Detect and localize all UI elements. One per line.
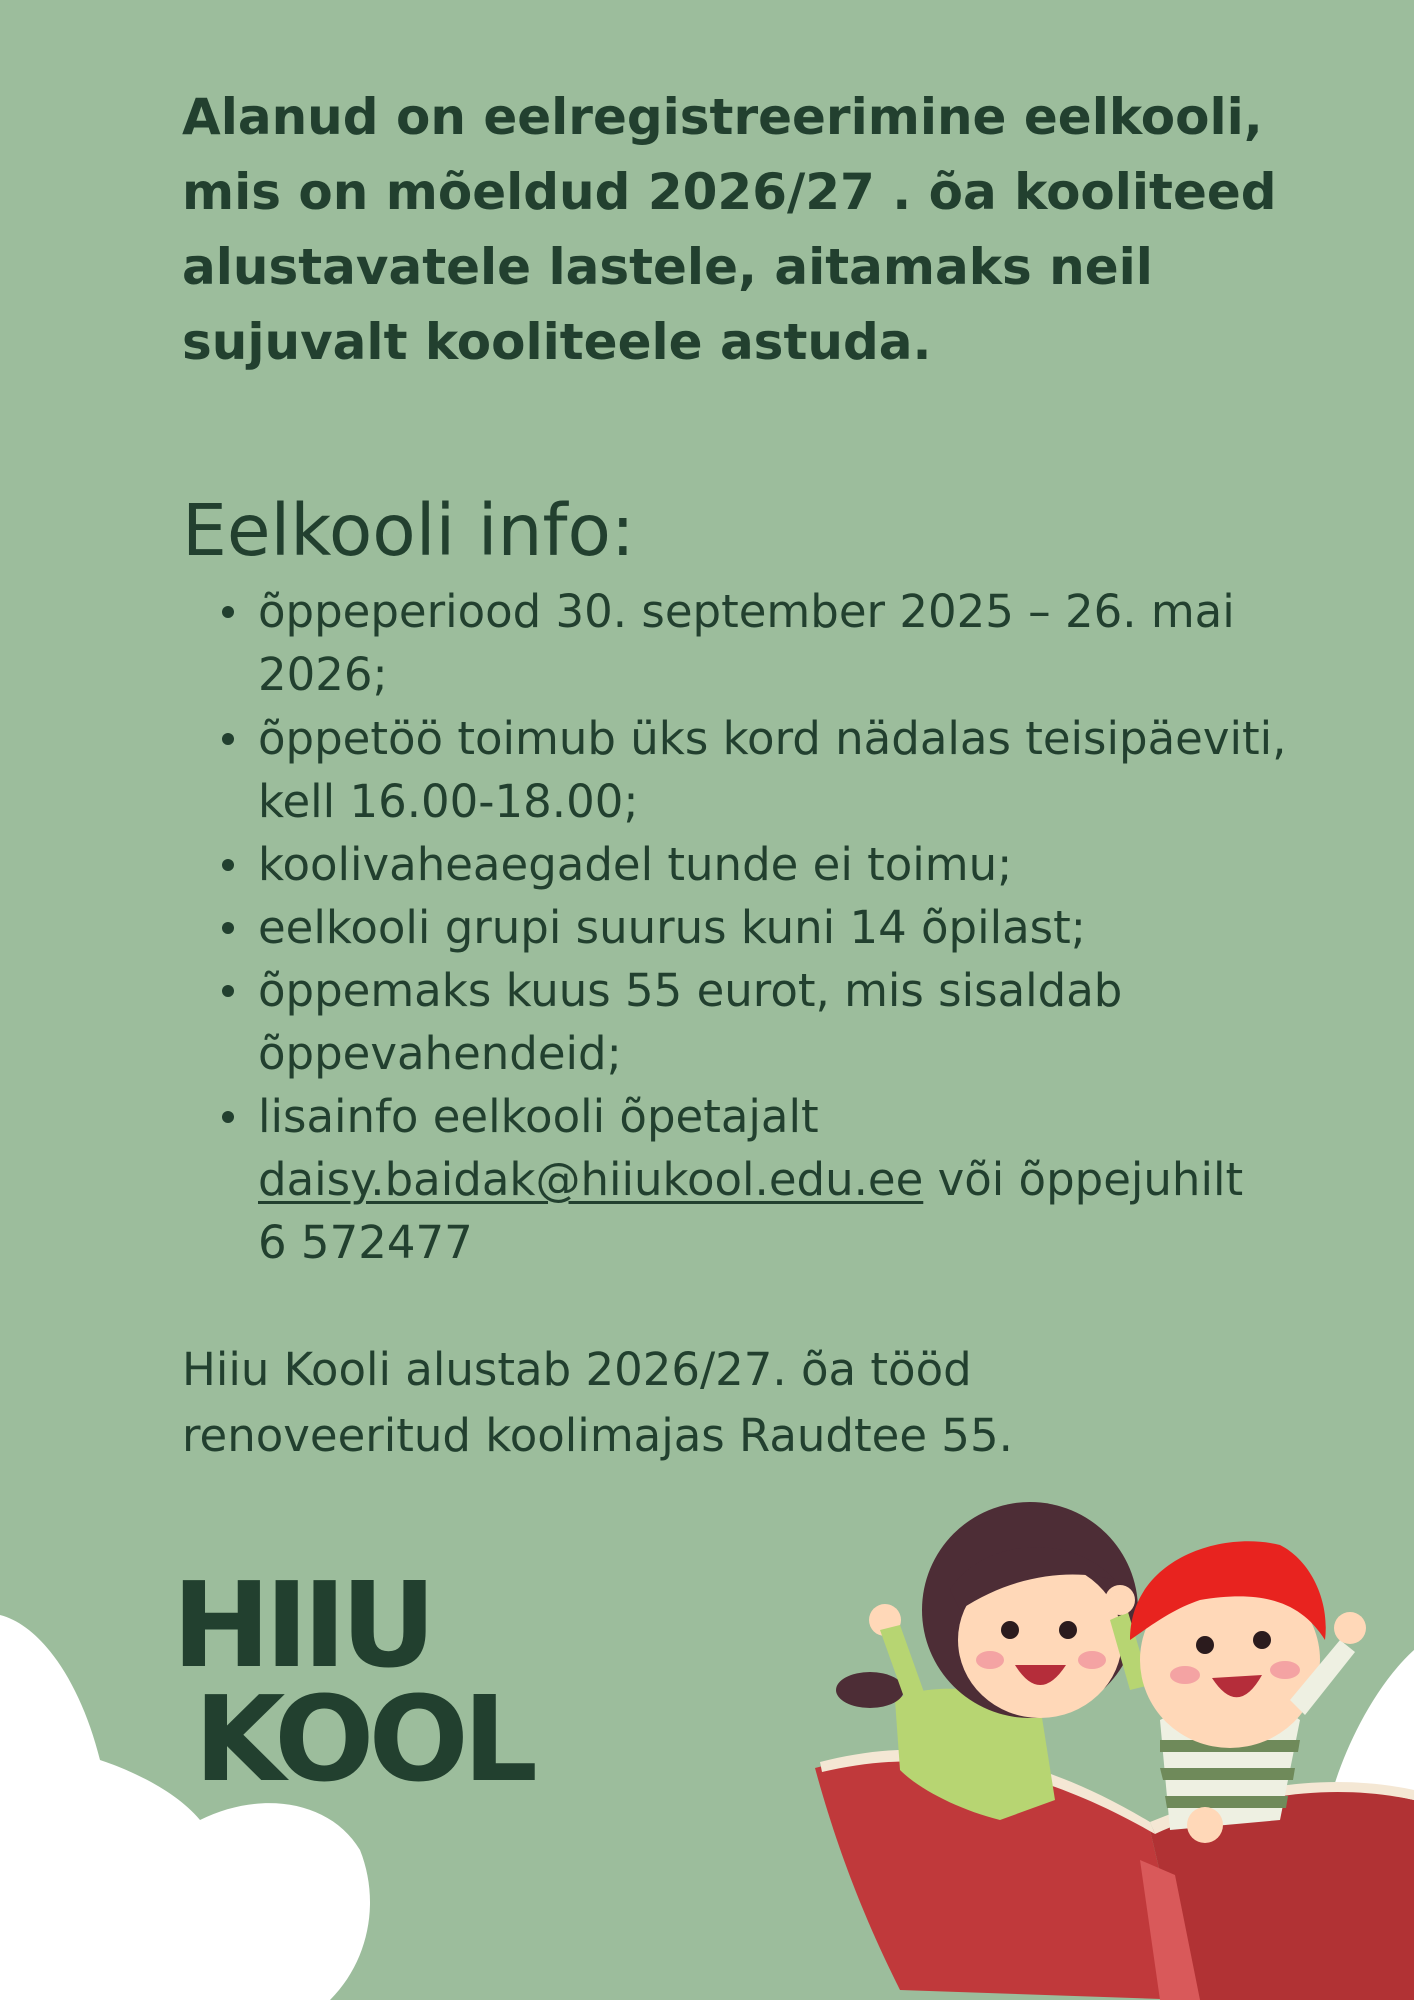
contact-suffix: või õppejuhilt bbox=[923, 1153, 1244, 1206]
bullet-icon bbox=[222, 733, 234, 745]
list-item-text: kell 16.00-18.00; bbox=[258, 775, 639, 828]
closing-paragraph bbox=[182, 1337, 1013, 1469]
logo-line1: HIIU bbox=[172, 1560, 431, 1694]
list-item-text: 2026; bbox=[258, 648, 388, 701]
list-item-text: lisainfo eelkooli õpetajalt bbox=[258, 1090, 819, 1143]
bullet-icon bbox=[222, 922, 234, 934]
bullet-icon bbox=[222, 985, 234, 997]
children-on-flying-book-illustration bbox=[815, 1502, 1414, 2000]
closing-line: Hiiu Kooli alustab 2026/27. õa tööd bbox=[182, 1343, 972, 1396]
list-item-text: õppetöö toimub üks kord nädalas teisipäeviti, bbox=[258, 712, 1287, 765]
logo-line2: KOOL bbox=[194, 1670, 532, 1790]
list-item-text: eelkooli grupi suurus kuni 14 õpilast; bbox=[258, 901, 1086, 954]
list-item-text: õppemaks kuus 55 eurot, mis sisaldab bbox=[258, 964, 1123, 1017]
intro-line: alustavatele lastele, aitamaks neil bbox=[182, 238, 1153, 296]
list-item-text: õppevahendeid; bbox=[258, 1027, 622, 1080]
contact-line bbox=[258, 1148, 1243, 1211]
phone-number: 6 572477 bbox=[258, 1216, 473, 1269]
logo-graphic bbox=[168, 1560, 588, 1790]
intro-line: Alanud on eelregistreerimine eelkooli, bbox=[182, 88, 1263, 146]
closing-line: renoveeritud koolimajas Raudtee 55. bbox=[182, 1409, 1013, 1462]
email-link[interactable]: daisy.baidak@hiiukool.edu.ee bbox=[258, 1153, 924, 1206]
hiiu-kool-logo bbox=[168, 1560, 588, 1790]
bullet-icon bbox=[222, 1111, 234, 1123]
intro-line: mis on mõeldud 2026/27 . õa kooliteed bbox=[182, 163, 1277, 221]
list-item-text: õppeperiood 30. september 2025 – 26. mai bbox=[258, 585, 1235, 638]
intro-paragraph bbox=[182, 80, 1277, 380]
bullet-icon bbox=[222, 859, 234, 871]
list-item-text: koolivaheaegadel tunde ei toimu; bbox=[258, 838, 1013, 891]
bullet-icon bbox=[222, 606, 234, 618]
info-heading: Eelkooli info: bbox=[182, 489, 635, 572]
intro-line: sujuvalt kooliteele astuda. bbox=[182, 313, 932, 371]
